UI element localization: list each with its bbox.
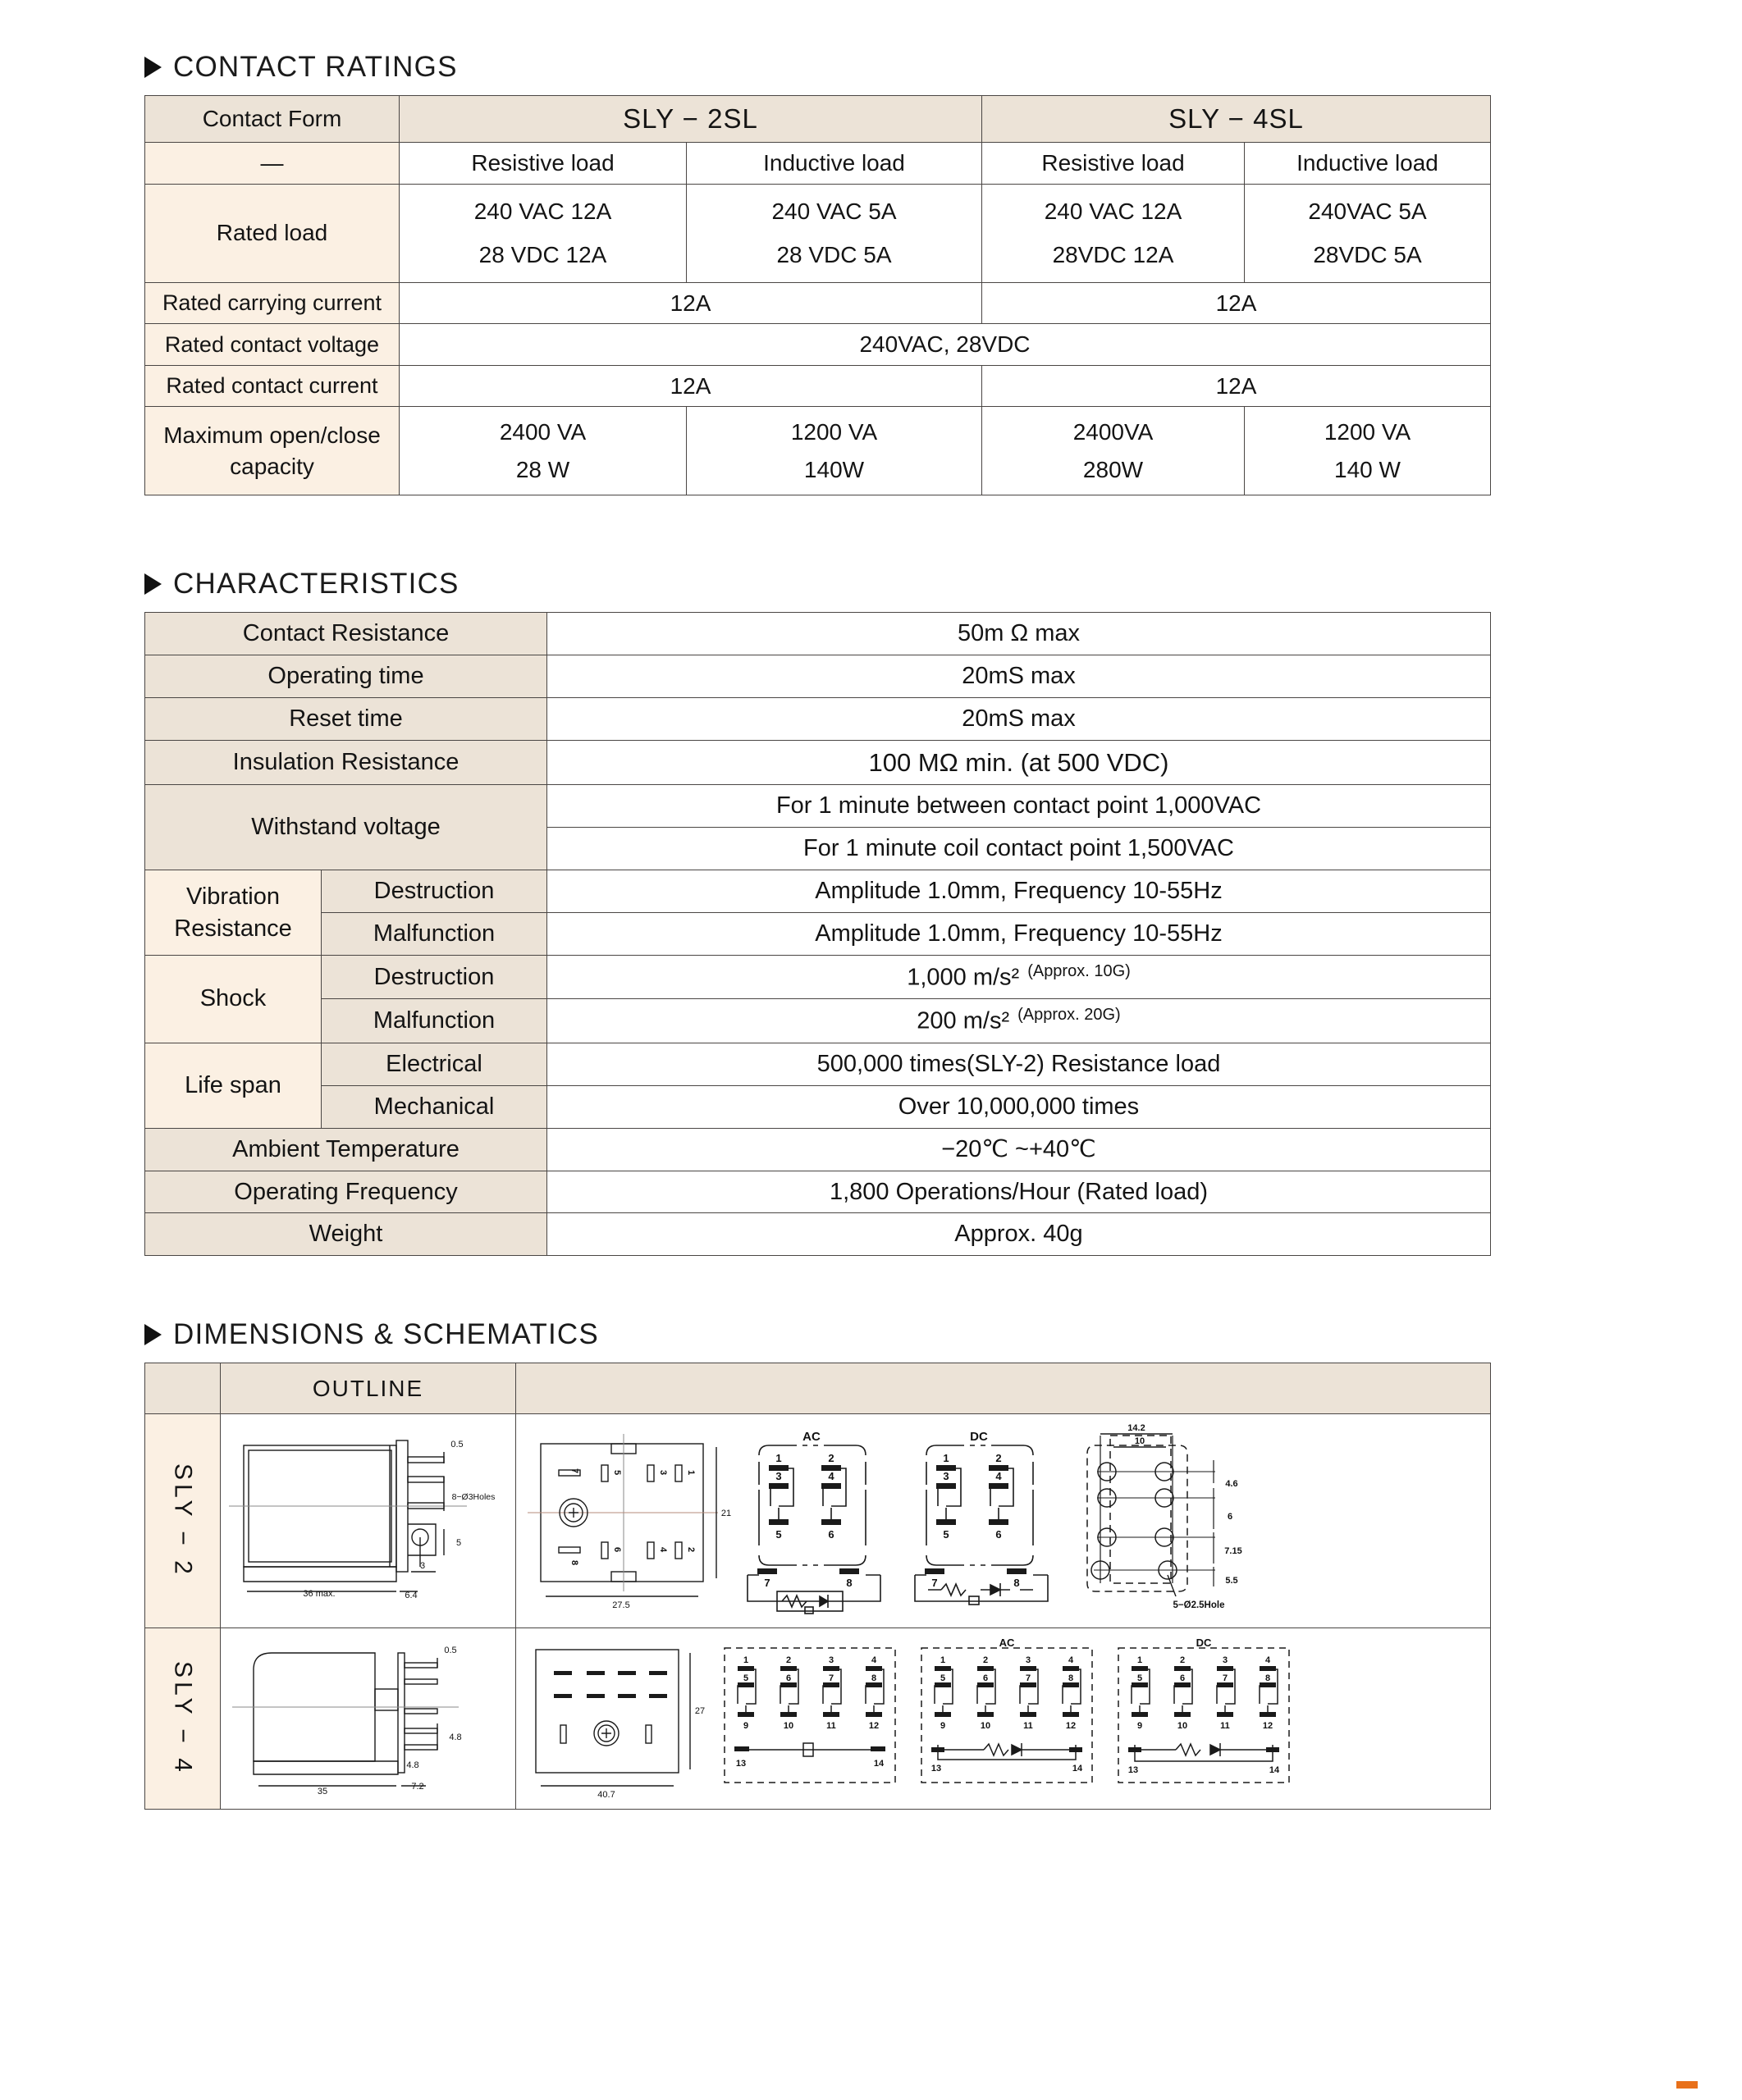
- cell-rated-load-a-inductive: [687, 184, 982, 282]
- value-main: 1,000 m/s²: [907, 964, 1020, 991]
- cell-max-capacity-b-inductive: [1245, 407, 1491, 495]
- table-row: [145, 1628, 1491, 1810]
- value-line: 28VDC 12A: [1052, 242, 1174, 268]
- section-header-dimensions: [144, 1318, 1742, 1351]
- dim-5: 5: [455, 1538, 462, 1549]
- pin-4: 4: [658, 1547, 668, 1553]
- dim-4-8-a: 4.8: [449, 1732, 462, 1743]
- value-line: 28VDC 5A: [1313, 242, 1422, 268]
- pin-5: 5: [775, 1528, 782, 1541]
- pin-7: 7: [764, 1577, 770, 1590]
- table-row: [145, 785, 1491, 828]
- cell-rated-carrying-current-b: 12A: [982, 282, 1491, 324]
- cell-b-inductive-header: Inductive load: [1245, 143, 1491, 185]
- table-row: [145, 1213, 1491, 1256]
- table-row: [145, 913, 1491, 956]
- value-line: 2400VA: [1072, 419, 1154, 445]
- pin-9: 9: [940, 1721, 946, 1732]
- value-line: 1200 VA: [790, 419, 878, 445]
- cell-max-capacity-a-inductive: [687, 407, 982, 495]
- pin-3: 3: [658, 1470, 668, 1476]
- table-row: [145, 870, 1491, 913]
- dim-27: 27: [694, 1706, 706, 1717]
- pin-10: 10: [783, 1721, 794, 1732]
- value-line: 140 W: [1334, 456, 1401, 482]
- cell-reset-time-value: 20mS max: [547, 698, 1491, 741]
- table-row: [145, 143, 1491, 185]
- dim-6: 6: [1227, 1512, 1233, 1522]
- cell-rated-contact-current-a: 12A: [400, 365, 982, 407]
- cell-operating-frequency-label: Operating Frequency: [145, 1171, 547, 1213]
- row-label-text: SLY − 4: [169, 1661, 197, 1777]
- value-approx: (Approx. 20G): [1017, 1006, 1121, 1025]
- pin-7: 7: [569, 1468, 579, 1474]
- schematic-title-dc: DC: [1196, 1637, 1212, 1650]
- sly4-schematic-ac-svg: [910, 1637, 1104, 1801]
- table-row: [145, 407, 1491, 495]
- pin-12: 12: [1262, 1721, 1273, 1732]
- pin-1: 1: [686, 1470, 696, 1476]
- cell-rated-carrying-current-a: 12A: [400, 282, 982, 324]
- sly2-socket-svg: [1076, 1422, 1281, 1619]
- cell-operating-frequency-value: 1,800 Operations/Hour (Rated load): [547, 1171, 1491, 1213]
- cell-vibration-malfunction-value: Amplitude 1.0mm, Frequency 10-55Hz: [547, 913, 1491, 956]
- cell-withstand-voltage-2: For 1 minute coil contact point 1,500VAC: [547, 828, 1491, 870]
- page-title-contact-ratings: CONTACT RATINGS: [173, 51, 458, 83]
- page-corner-mark: [1676, 2081, 1698, 2089]
- dim-5-5: 5.5: [1225, 1576, 1238, 1586]
- cell-shock-destruction-value: [547, 955, 1491, 999]
- pin-2: 2: [828, 1452, 834, 1465]
- value-line: 240 VAC 12A: [473, 198, 612, 224]
- pin-3: 3: [943, 1470, 949, 1483]
- pin-8: 8: [871, 1673, 877, 1684]
- cell-vibration-resistance-label: [145, 870, 322, 956]
- pin-2: 2: [982, 1655, 989, 1666]
- page-title-characteristics: CHARACTERISTICS: [173, 568, 460, 600]
- pin-9: 9: [1136, 1721, 1143, 1732]
- pin-2: 2: [1179, 1655, 1186, 1666]
- cell-life-span-label: Life span: [145, 1043, 322, 1128]
- pin-3: 3: [828, 1655, 834, 1666]
- dim-4-6: 4.6: [1225, 1479, 1238, 1490]
- sly2-outline-svg: [221, 1414, 514, 1628]
- dim-14-2: 14.2: [1127, 1423, 1145, 1434]
- cell-insulation-resistance-label: Insulation Resistance: [145, 740, 547, 785]
- pin-10: 10: [1177, 1721, 1188, 1732]
- cell-reset-time-label: Reset time: [145, 698, 547, 741]
- pin-2: 2: [785, 1655, 792, 1666]
- table-row: [145, 1043, 1491, 1085]
- table-row: [145, 955, 1491, 999]
- cell-max-capacity-label: Maximum open/close capacity: [145, 407, 400, 495]
- sly4-footprint-svg: [521, 1637, 710, 1801]
- characteristics-table: [144, 612, 1491, 1256]
- pin-6: 6: [1179, 1673, 1186, 1684]
- pin-4: 4: [828, 1470, 834, 1483]
- dim-0-5: 0.5: [450, 1440, 464, 1450]
- dim-35: 35: [317, 1787, 328, 1797]
- cell-max-capacity-b-resistive: [982, 407, 1245, 495]
- pin-9: 9: [743, 1721, 749, 1732]
- triangle-bullet-icon: [144, 1324, 162, 1345]
- label-line: Resistance: [174, 915, 292, 942]
- cell-shock-malfunction-label: Malfunction: [322, 999, 547, 1043]
- cell-rated-contact-voltage: 240VAC, 28VDC: [400, 324, 1491, 366]
- pin-5: 5: [943, 1528, 949, 1541]
- outline-drawing-sly4: [221, 1628, 516, 1810]
- pin-7: 7: [1222, 1673, 1228, 1684]
- dim-holes: 8−Ø3Holes: [451, 1492, 496, 1503]
- table-row: [145, 1363, 1491, 1414]
- dim-10: 10: [1134, 1436, 1145, 1447]
- table-row: [145, 740, 1491, 785]
- pin-10: 10: [980, 1721, 991, 1732]
- dimensions-schematics-table: [144, 1363, 1491, 1810]
- table-row: [145, 324, 1491, 366]
- pin-5: 5: [940, 1673, 946, 1684]
- row-label-sly2: [145, 1414, 221, 1628]
- value-line: 240 VAC 12A: [1044, 198, 1182, 224]
- value-line: 240VAC 5A: [1308, 198, 1427, 224]
- cell-life-electrical-label: Electrical: [322, 1043, 547, 1085]
- table-row: [145, 1171, 1491, 1213]
- pin-14: 14: [1269, 1765, 1280, 1776]
- pin-13: 13: [930, 1764, 942, 1774]
- table-row: [145, 282, 1491, 324]
- pin-4: 4: [1068, 1655, 1074, 1666]
- label-line: Vibration: [186, 883, 280, 910]
- value-line: 280W: [1082, 456, 1144, 482]
- cell-contact-resistance-label: Contact Resistance: [145, 613, 547, 655]
- page-title-dimensions: DIMENSIONS & SCHEMATICS: [173, 1318, 599, 1351]
- cell-outline-header: OUTLINE: [221, 1363, 516, 1414]
- sly2-schematic-ac-svg: [741, 1422, 903, 1619]
- triangle-bullet-icon: [144, 57, 162, 78]
- pin-12: 12: [1065, 1721, 1077, 1732]
- cell-withstand-voltage-1: For 1 minute between contact point 1,000VAC: [547, 785, 1491, 828]
- dim-27-5: 27.5: [612, 1600, 630, 1611]
- table-row: [145, 96, 1491, 143]
- cell-rated-contact-current-b: 12A: [982, 365, 1491, 407]
- cell-schematics-header: [516, 1363, 1491, 1414]
- pin-11: 11: [1220, 1721, 1230, 1732]
- pin-13: 13: [735, 1759, 747, 1769]
- dim-36max: 36 max.: [303, 1589, 336, 1600]
- table-row: [145, 698, 1491, 741]
- cell-life-electrical-value: 500,000 times(SLY-2) Resistance load: [547, 1043, 1491, 1085]
- cell-ambient-temperature-value: −20℃ ~+40℃: [547, 1128, 1491, 1171]
- pin-14: 14: [873, 1759, 885, 1769]
- cell-max-capacity-a-resistive: [400, 407, 687, 495]
- cell-ambient-temperature-label: Ambient Temperature: [145, 1128, 547, 1171]
- value-line: 140W: [803, 456, 865, 482]
- cell-dash: —: [145, 143, 400, 185]
- sly2-schematic-dc-svg: [908, 1422, 1071, 1619]
- pin-2: 2: [686, 1547, 696, 1553]
- dim-3: 3: [419, 1561, 426, 1572]
- dim-7-15: 7.15: [1224, 1546, 1242, 1557]
- cell-rated-load-a-resistive: [400, 184, 687, 282]
- dim-0-5: 0.5: [444, 1646, 457, 1656]
- pin-11: 11: [826, 1721, 836, 1732]
- pin-1: 1: [743, 1655, 749, 1666]
- dim-4-8-b: 4.8: [406, 1760, 419, 1771]
- cell-life-mechanical-value: Over 10,000,000 times: [547, 1085, 1491, 1128]
- pin-1: 1: [940, 1655, 946, 1666]
- cell-operating-time-value: 20mS max: [547, 655, 1491, 698]
- table-row: [145, 1128, 1491, 1171]
- pin-3: 3: [1025, 1655, 1031, 1666]
- pin-6: 6: [785, 1673, 792, 1684]
- pin-1: 1: [943, 1452, 949, 1465]
- cell-vibration-destruction-label: Destruction: [322, 870, 547, 913]
- schematic-title-ac: AC: [999, 1637, 1015, 1650]
- table-row: [145, 655, 1491, 698]
- value-line: 1200 VA: [1324, 419, 1411, 445]
- cell-shock-label: Shock: [145, 955, 322, 1043]
- cell-shock-malfunction-value: [547, 999, 1491, 1043]
- schematics-sly4: [516, 1628, 1491, 1810]
- pin-4: 4: [1264, 1655, 1271, 1666]
- pin-2: 2: [995, 1452, 1002, 1465]
- pin-5: 5: [743, 1673, 749, 1684]
- table-row: [145, 1414, 1491, 1628]
- sly4-schematic-dc-svg: [1107, 1637, 1301, 1801]
- cell-a-inductive-header: Inductive load: [687, 143, 982, 185]
- pin-6: 6: [828, 1528, 834, 1541]
- sly4-outline-svg: [221, 1628, 514, 1809]
- value-line: 28 VDC 12A: [478, 242, 607, 268]
- cell-withstand-voltage-label: Withstand voltage: [145, 785, 547, 870]
- cell-rated-load-label: Rated load: [145, 184, 400, 282]
- value-line: 240 VAC 5A: [771, 198, 897, 224]
- schematic-title-ac: AC: [802, 1430, 821, 1445]
- table-row: [145, 1085, 1491, 1128]
- cell-b-resistive-header: Resistive load: [982, 143, 1245, 185]
- cell-rated-contact-current-label: Rated contact current: [145, 365, 400, 407]
- cell-corner-blank: [145, 1363, 221, 1414]
- cell-rated-contact-voltage-label: Rated contact voltage: [145, 324, 400, 366]
- pin-12: 12: [868, 1721, 880, 1732]
- cell-weight-value: Approx. 40g: [547, 1213, 1491, 1256]
- cell-contact-resistance-value: 50m Ω max: [547, 613, 1491, 655]
- table-row: [145, 365, 1491, 407]
- dim-21: 21: [720, 1509, 732, 1519]
- dim-40-7: 40.7: [597, 1790, 615, 1801]
- pin-4: 4: [871, 1655, 877, 1666]
- triangle-bullet-icon: [144, 573, 162, 595]
- pin-8: 8: [1264, 1673, 1271, 1684]
- pin-7: 7: [828, 1673, 834, 1684]
- table-row: [145, 184, 1491, 282]
- schematics-sly2: [516, 1414, 1491, 1628]
- value-line: 28 VDC 5A: [776, 242, 892, 268]
- pin-3: 3: [775, 1470, 782, 1483]
- cell-a-resistive-header: Resistive load: [400, 143, 687, 185]
- table-row: [145, 999, 1491, 1043]
- pin-13: 13: [1127, 1765, 1139, 1776]
- pin-14: 14: [1072, 1764, 1083, 1774]
- value-line: 2400 VA: [499, 419, 587, 445]
- table-row: [145, 613, 1491, 655]
- value-main: 200 m/s²: [917, 1008, 1010, 1035]
- value-approx: (Approx. 10G): [1027, 961, 1131, 980]
- cell-contact-form-label: Contact Form: [145, 96, 400, 143]
- sly4-schematic-plain-svg: [713, 1637, 907, 1801]
- pin-8: 8: [1013, 1577, 1020, 1590]
- cell-model-sly4sl: SLY − 4SL: [982, 96, 1491, 143]
- pin-8: 8: [846, 1577, 853, 1590]
- dim-7-2: 7.2: [411, 1782, 424, 1792]
- value-line: 28 W: [515, 456, 570, 482]
- cell-shock-destruction-label: Destruction: [322, 955, 547, 999]
- pin-1: 1: [1136, 1655, 1143, 1666]
- pin-6: 6: [995, 1528, 1002, 1541]
- pin-5: 5: [612, 1470, 622, 1476]
- cell-rated-carrying-current-label: Rated carrying current: [145, 282, 400, 324]
- row-label-sly4: [145, 1628, 221, 1810]
- note-holes: 5−Ø2.5Hole: [1173, 1600, 1225, 1611]
- cell-rated-load-b-inductive: [1245, 184, 1491, 282]
- cell-model-sly2sl: SLY − 2SL: [400, 96, 982, 143]
- section-header-contact-ratings: [144, 51, 1742, 84]
- schematic-title-dc: DC: [970, 1430, 988, 1445]
- pin-1: 1: [775, 1452, 782, 1465]
- pin-11: 11: [1023, 1721, 1033, 1732]
- section-header-characteristics: [144, 568, 1742, 600]
- pin-7: 7: [1025, 1673, 1031, 1684]
- cell-rated-load-b-resistive: [982, 184, 1245, 282]
- row-label-text: SLY − 2: [169, 1463, 197, 1579]
- pin-7: 7: [931, 1577, 938, 1590]
- outline-drawing-sly2: [221, 1414, 516, 1628]
- cell-insulation-resistance-value: 100 MΩ min. (at 500 VDC): [547, 740, 1491, 785]
- cell-vibration-destruction-value: Amplitude 1.0mm, Frequency 10-55Hz: [547, 870, 1491, 913]
- cell-life-mechanical-label: Mechanical: [322, 1085, 547, 1128]
- dim-6-4: 6.4: [405, 1591, 418, 1601]
- pin-5: 5: [1136, 1673, 1143, 1684]
- pin-4: 4: [995, 1470, 1002, 1483]
- cell-weight-label: Weight: [145, 1213, 547, 1256]
- pin-6: 6: [612, 1547, 622, 1553]
- contact-ratings-table: [144, 95, 1491, 495]
- pin-6: 6: [982, 1673, 989, 1684]
- pin-8: 8: [569, 1560, 579, 1566]
- cell-operating-time-label: Operating time: [145, 655, 547, 698]
- sly2-footprint-svg: [523, 1422, 736, 1619]
- pin-8: 8: [1068, 1673, 1074, 1684]
- pin-3: 3: [1222, 1655, 1228, 1666]
- cell-vibration-malfunction-label: Malfunction: [322, 913, 547, 956]
